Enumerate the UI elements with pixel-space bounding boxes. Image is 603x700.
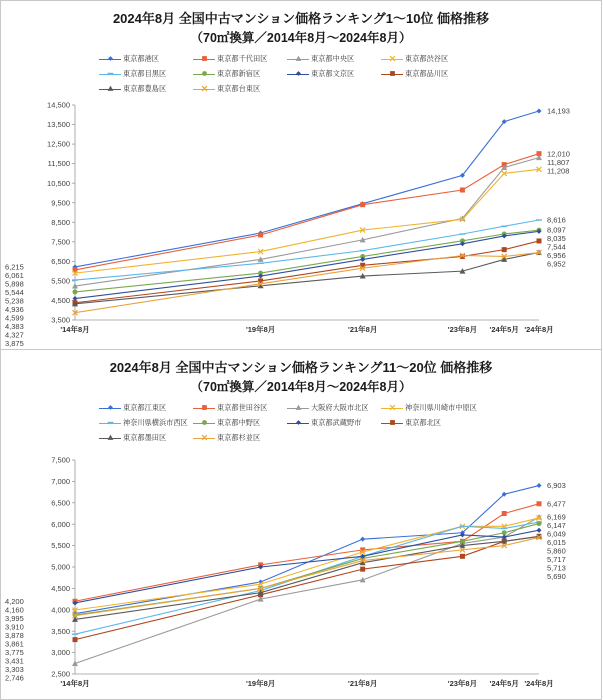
data-point-marker bbox=[202, 435, 207, 440]
line-chart-top bbox=[1, 97, 603, 348]
legend-label: 大阪府大阪市北区 bbox=[311, 403, 369, 413]
series-start-value-label: 3,861 bbox=[5, 639, 24, 649]
legend-marker-icon bbox=[287, 418, 309, 428]
data-point-marker bbox=[537, 527, 542, 532]
legend-marker-icon bbox=[381, 418, 403, 428]
series-start-value-label: 2,746 bbox=[5, 673, 24, 683]
series-end-value-label: 11,208 bbox=[547, 166, 570, 176]
legend-label: 東京都品川区 bbox=[405, 69, 449, 79]
x-axis-tick-label: '23年8月 bbox=[447, 324, 478, 334]
data-point-marker bbox=[296, 420, 301, 425]
chart-plot-area-top bbox=[1, 97, 603, 348]
data-point-marker bbox=[460, 187, 465, 192]
series-line bbox=[75, 157, 539, 285]
data-point-marker bbox=[202, 56, 207, 61]
legend-marker-icon bbox=[99, 69, 121, 79]
series-end-value-label: 6,952 bbox=[547, 259, 566, 269]
y-axis-tick-label: 6,500 bbox=[51, 498, 70, 508]
series-line bbox=[75, 537, 539, 615]
legend-item[interactable] bbox=[193, 431, 287, 446]
series-end-value-label: 11,807 bbox=[547, 157, 570, 167]
data-point-marker bbox=[202, 420, 207, 425]
y-axis-tick-label: 7,500 bbox=[51, 237, 70, 247]
legend-item[interactable] bbox=[287, 416, 381, 431]
series-line bbox=[75, 252, 539, 312]
legend-item[interactable] bbox=[287, 401, 381, 416]
legend-item[interactable] bbox=[99, 401, 193, 416]
legend-item[interactable] bbox=[287, 67, 381, 82]
data-point-marker bbox=[502, 530, 507, 535]
y-axis-tick-label: 6,000 bbox=[51, 519, 70, 529]
series-end-value-label: 5,713 bbox=[547, 563, 566, 573]
legend-item[interactable] bbox=[193, 52, 287, 67]
x-axis-tick-label: '14年8月 bbox=[60, 324, 90, 334]
legend-item[interactable] bbox=[193, 82, 287, 97]
data-point-marker bbox=[360, 536, 365, 541]
data-point-marker bbox=[202, 71, 207, 76]
legend-item[interactable] bbox=[99, 67, 193, 82]
x-axis-tick-label: '19年8月 bbox=[245, 678, 276, 688]
legend-label: 東京都文京区 bbox=[311, 69, 355, 79]
data-point-marker bbox=[460, 554, 465, 559]
series-line bbox=[75, 504, 539, 601]
series-end-value-label: 8,097 bbox=[547, 225, 566, 235]
chart-legend bbox=[41, 52, 561, 97]
series-end-value-label: 14,193 bbox=[547, 106, 570, 116]
series-line bbox=[75, 530, 539, 603]
series-end-value-label: 6,956 bbox=[547, 251, 566, 261]
data-point-marker bbox=[390, 405, 395, 410]
page-subtitle: （70㎡換算／2014年8月～2024年8月） bbox=[190, 30, 412, 45]
data-point-marker bbox=[258, 232, 263, 237]
line-chart-bottom bbox=[1, 446, 603, 696]
legend-label: 東京都新宿区 bbox=[217, 69, 261, 79]
data-point-marker bbox=[108, 56, 113, 61]
data-point-marker bbox=[108, 405, 113, 410]
series-start-value-label: 3,775 bbox=[5, 647, 24, 657]
x-axis-tick-label: '24年8月 bbox=[524, 324, 554, 334]
chart-axes bbox=[75, 460, 539, 674]
y-axis-tick-label: 13,500 bbox=[47, 119, 70, 129]
series-start-value-label: 4,327 bbox=[5, 330, 24, 340]
legend-marker-icon bbox=[99, 84, 121, 94]
series-end-value-label: 6,015 bbox=[547, 537, 566, 547]
series-start-value-label: 6,215 bbox=[5, 262, 24, 272]
page-subtitle-2: （70㎡換算／2014年8月～2024年8月） bbox=[190, 379, 412, 394]
legend-label: 東京都世田谷区 bbox=[217, 403, 268, 413]
chart-legend-2 bbox=[41, 401, 561, 446]
series-start-value-label: 4,160 bbox=[5, 605, 24, 615]
y-axis-tick-label: 5,000 bbox=[51, 562, 70, 572]
series-end-value-label: 8,035 bbox=[547, 234, 566, 244]
chart-panel-bottom bbox=[0, 350, 602, 700]
legend-marker-icon bbox=[193, 69, 215, 79]
y-axis-tick-label: 14,500 bbox=[47, 100, 70, 110]
legend-marker-icon bbox=[381, 54, 403, 64]
data-point-marker bbox=[202, 405, 207, 410]
y-axis-tick-label: 11,500 bbox=[47, 159, 70, 169]
legend-label: 東京都豊島区 bbox=[123, 84, 167, 94]
series-end-value-label: 8,616 bbox=[547, 215, 566, 225]
legend-marker-icon bbox=[193, 418, 215, 428]
data-point-marker bbox=[537, 238, 542, 243]
y-axis-tick-label: 6,500 bbox=[51, 256, 70, 266]
legend-item[interactable] bbox=[193, 416, 287, 431]
legend-marker-icon bbox=[99, 54, 121, 64]
legend-item[interactable] bbox=[99, 416, 193, 431]
y-axis-tick-label: 3,000 bbox=[51, 647, 70, 657]
legend-label: 東京都目黒区 bbox=[123, 69, 167, 79]
x-axis-tick-label: '24年5月 bbox=[489, 678, 519, 688]
series-end-value-label: 6,169 bbox=[547, 512, 566, 522]
y-axis-tick-label: 3,500 bbox=[51, 626, 70, 636]
data-point-marker bbox=[360, 202, 365, 207]
legend-marker-icon bbox=[287, 403, 309, 413]
data-point-marker bbox=[502, 247, 507, 252]
legend-marker-icon bbox=[193, 433, 215, 443]
legend-marker-icon bbox=[193, 403, 215, 413]
legend-label: 東京都杉並区 bbox=[217, 433, 261, 443]
legend-label: 神奈川県川崎市中原区 bbox=[405, 403, 477, 413]
legend-marker-icon bbox=[99, 403, 121, 413]
series-end-value-label: 5,690 bbox=[547, 571, 566, 581]
legend-item[interactable] bbox=[381, 67, 475, 82]
series-start-value-label: 3,995 bbox=[5, 613, 24, 623]
data-point-marker bbox=[202, 86, 207, 91]
legend-marker-icon bbox=[193, 54, 215, 64]
legend-label: 東京都中央区 bbox=[311, 54, 355, 64]
series-end-value-label: 5,860 bbox=[547, 546, 566, 556]
x-axis-tick-label: '19年8月 bbox=[245, 324, 276, 334]
legend-item[interactable] bbox=[381, 52, 475, 67]
data-point-marker bbox=[296, 71, 301, 76]
y-axis-tick-label: 7,000 bbox=[51, 476, 70, 486]
data-point-marker bbox=[537, 483, 542, 488]
y-axis-tick-label: 4,500 bbox=[51, 295, 70, 305]
legend-item[interactable] bbox=[287, 52, 381, 67]
page-title-2: 2024年8月 全国中古マンション価格ランキング11～20位 価格推移 bbox=[109, 360, 493, 375]
legend-marker-icon bbox=[287, 69, 309, 79]
chart-panel-top bbox=[0, 0, 602, 350]
series-start-value-label: 3,875 bbox=[5, 338, 24, 348]
y-axis-tick-label: 8,500 bbox=[51, 217, 70, 227]
legend-label: 神奈川県横浜市西区 bbox=[123, 418, 188, 428]
series-start-value-label: 3,878 bbox=[5, 630, 24, 640]
series-end-value-label: 5,717 bbox=[547, 554, 566, 564]
series-line bbox=[75, 522, 539, 634]
series-start-value-label: 4,936 bbox=[5, 304, 24, 314]
data-point-marker bbox=[537, 108, 542, 113]
series-end-value-label: 6,147 bbox=[547, 520, 566, 530]
series-line bbox=[75, 230, 539, 292]
series-start-value-label: 5,898 bbox=[5, 279, 24, 289]
series-start-value-label: 6,061 bbox=[5, 270, 24, 280]
data-point-marker bbox=[390, 56, 395, 61]
legend-marker-icon bbox=[99, 418, 121, 428]
legend-label: 東京都武蔵野市 bbox=[311, 418, 362, 428]
x-axis-tick-label: '14年8月 bbox=[60, 678, 90, 688]
legend-label: 東京都渋谷区 bbox=[405, 54, 449, 64]
series-start-value-label: 3,910 bbox=[5, 622, 24, 632]
y-axis-tick-label: 4,500 bbox=[51, 583, 70, 593]
series-start-value-label: 4,599 bbox=[5, 313, 24, 323]
legend-marker-icon bbox=[287, 54, 309, 64]
series-line bbox=[75, 518, 539, 610]
data-point-marker bbox=[537, 521, 542, 526]
legend-marker-icon bbox=[193, 84, 215, 94]
x-axis-tick-label: '21年8月 bbox=[348, 678, 378, 688]
page-title: 2024年8月 全国中古マンション価格ランキング1～10位 価格推移 bbox=[112, 11, 490, 26]
legend-label: 東京都港区 bbox=[123, 54, 159, 64]
y-axis-tick-label: 2,500 bbox=[51, 669, 70, 679]
legend-label: 東京都台東区 bbox=[217, 84, 261, 94]
series-start-value-label: 5,238 bbox=[5, 296, 24, 306]
series-start-value-label: 5,544 bbox=[5, 287, 24, 297]
data-point-marker bbox=[73, 289, 78, 294]
legend-item[interactable] bbox=[381, 416, 475, 431]
y-axis-tick-label: 5,500 bbox=[51, 540, 70, 550]
legend-item[interactable] bbox=[381, 401, 475, 416]
series-start-value-label: 4,200 bbox=[5, 596, 24, 606]
legend-label: 東京都中野区 bbox=[217, 418, 261, 428]
y-axis-tick-label: 10,500 bbox=[47, 178, 70, 188]
legend-label: 東京都江東区 bbox=[123, 403, 167, 413]
y-axis-tick-label: 4,000 bbox=[51, 605, 70, 615]
legend-item[interactable] bbox=[99, 82, 193, 97]
y-axis-tick-label: 7,500 bbox=[51, 455, 70, 465]
legend-label: 東京都千代田区 bbox=[217, 54, 268, 64]
legend-item[interactable] bbox=[99, 431, 193, 446]
series-line bbox=[75, 517, 539, 664]
data-point-marker bbox=[502, 511, 507, 516]
series-start-value-label: 3,431 bbox=[5, 656, 24, 666]
data-point-marker bbox=[73, 637, 78, 642]
x-axis-tick-label: '21年8月 bbox=[348, 324, 378, 334]
series-end-value-label: 6,477 bbox=[547, 499, 566, 509]
x-axis-tick-label: '23年8月 bbox=[447, 678, 478, 688]
data-point-marker bbox=[108, 435, 114, 440]
series-end-value-label: 6,049 bbox=[547, 529, 566, 539]
legend-marker-icon bbox=[381, 69, 403, 79]
data-point-marker bbox=[537, 501, 542, 506]
series-end-value-label: 12,010 bbox=[547, 149, 570, 159]
legend-marker-icon bbox=[99, 433, 121, 443]
legend-label: 東京都北区 bbox=[405, 418, 441, 428]
series-start-value-label: 3,303 bbox=[5, 664, 24, 674]
data-point-marker bbox=[390, 420, 395, 425]
y-axis-tick-label: 3,500 bbox=[51, 315, 70, 325]
series-start-value-label: 4,383 bbox=[5, 321, 24, 331]
legend-marker-icon bbox=[381, 403, 403, 413]
data-point-marker bbox=[296, 56, 302, 61]
x-axis-tick-label: '24年8月 bbox=[524, 678, 554, 688]
y-axis-tick-label: 9,500 bbox=[51, 198, 70, 208]
y-axis-tick-label: 5,500 bbox=[51, 276, 70, 286]
series-line bbox=[75, 111, 539, 267]
legend-label: 東京都墨田区 bbox=[123, 433, 167, 443]
series-end-value-label: 6,903 bbox=[547, 480, 566, 490]
legend-item[interactable] bbox=[193, 401, 287, 416]
data-point-marker bbox=[296, 405, 302, 410]
legend-item[interactable] bbox=[99, 52, 193, 67]
y-axis-tick-label: 12,500 bbox=[47, 139, 70, 149]
x-axis-tick-label: '24年5月 bbox=[489, 324, 519, 334]
legend-item[interactable] bbox=[193, 67, 287, 82]
series-end-value-label: 7,544 bbox=[547, 242, 566, 252]
data-point-marker bbox=[108, 86, 114, 91]
series-line bbox=[75, 252, 539, 303]
chart-plot-area-bottom bbox=[1, 446, 603, 696]
data-point-marker bbox=[390, 71, 395, 76]
data-point-marker bbox=[360, 566, 365, 571]
